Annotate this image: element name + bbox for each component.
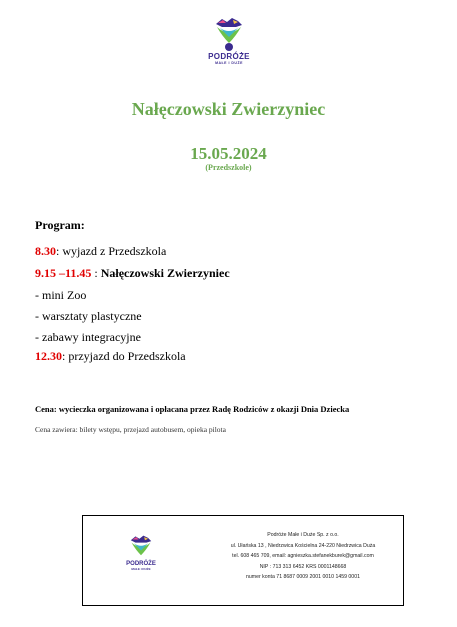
logo-name: PODRÓŻE [208,52,250,61]
trip-date-note: (Przedszkole) [205,163,252,172]
page-title: Nałęczowski Zwierzyniec [131,99,326,119]
logo-mark-icon [214,16,244,52]
program-item-text: - warsztaty plastyczne [35,309,142,323]
program-item-time: 9.15 –11.45 [35,266,92,280]
program-item [35,349,186,364]
company-bank-account: numer konta 71 8687 0009 2001 0010 1459 0001 [246,574,360,580]
price-info: Cena: wycieczka organizowana i opłacana przez Radę Rodziców z okazji Dnia Dziecka [35,404,350,414]
program-item-time: 8.30 [35,244,56,258]
program-item-text: - zabawy integracyjne [35,330,141,344]
company-logo [206,16,252,65]
trip-date: 15.05.2024 [190,144,267,163]
company-address: ul. Ułańska 13 , Niedrzwica Kościelna 24-220 Niedrzwica Duża [230,542,376,549]
program-item-time: 12.30 [35,349,62,363]
program-item [35,244,166,259]
program-item [35,309,142,324]
company-footer [82,515,404,606]
program-item-text: wyjazd z Przedszkola [62,244,167,258]
footer-logo-name: PODRÓŻE [126,561,156,567]
company-registration: NIP : 713 313 6452 KRS 0001148668 [259,563,347,570]
program-item-sep: : [91,266,101,280]
program-item [35,288,86,303]
company-name: Podróże Małe i Duże Sp. z o.o. [267,532,339,538]
company-contact: tel. 608 465 709, email: agnieszka.stefanekburek@gmail.com [232,553,374,559]
footer-logo [123,534,159,571]
logo-subtitle: MAŁE I DUŻE [215,61,243,65]
program-item [35,266,230,281]
footer-logo-mark-icon [129,534,153,556]
footer-logo-subtitle: MAŁE I DUŻE [131,567,151,571]
program-item-text: Nałęczowski Zwierzyniec [100,266,230,280]
program-item-sep: : [56,244,63,258]
company-details [203,530,403,583]
program-item-sep: : [62,349,69,363]
program-item [35,330,141,345]
program-heading: Program: [35,218,85,232]
program-item-text: - mini Zoo [35,288,87,302]
price-includes: Cena zawiera: bilety wstępu, przejazd autobusem, opieka pilota [35,425,226,434]
program-item-text: przyjazd do Przedszkola [68,349,186,363]
